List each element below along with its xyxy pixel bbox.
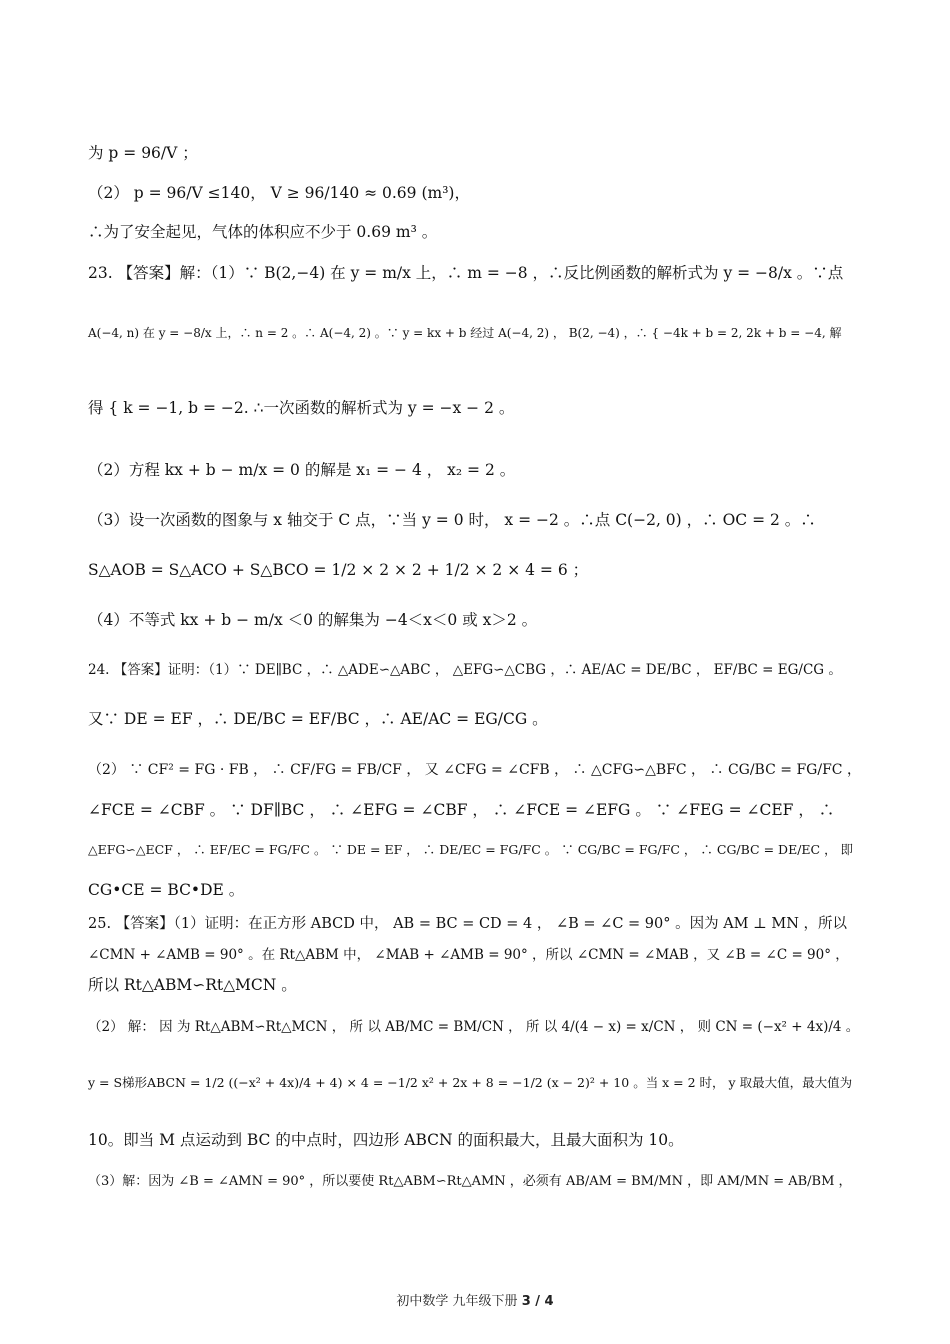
- text-line: （2） 解： 因 为 Rt△ABM∽Rt△MCN ， 所 以 AB/MC = BM/CN ， 所 以 4/(4 − x) = x/CN ， 则 CN = (−x² + 4x)/4 。: [88, 1019, 860, 1035]
- text-line: 又∵ DE = EF ，∴ DE/BC = EF/BC ，∴ AE/AC = EG/CG 。: [88, 710, 548, 728]
- text-line: （2） ∵ CF² = FG · FB ， ∴ CF/FG = FB/CF ， 又 ∠CFG = ∠CFB ， ∴ △CFG∽△BFC ， ∴ CG/BC = FG/FC ，: [88, 762, 861, 778]
- page-number: 3 / 4: [521, 1294, 554, 1309]
- text-line: （3）解：因为 ∠B = ∠AMN = 90° ，所以要使 Rt△ABM∽Rt△AMN ，必须有 AB/AM = BM/MN ，即 AM/MN = AB/BM ，: [88, 1174, 852, 1189]
- text-line: y = S梯形ABCN = 1/2 ((−x² + 4x)/4 + 4) × 4 = −1/2 x² + 2x + 8 = −1/2 (x − 2)² + 10 。当 x = 2 时， y 取最大值，最大值为: [88, 1075, 853, 1090]
- text-line: （3）设一次函数的图象与 x 轴交于 C 点，∵当 y = 0 时， x = −2 。∴点 C(−2, 0) ，∴ OC = 2 。∴: [88, 511, 816, 529]
- question-23-line: 23. 【答案】解：（1）∵ B(2,−4) 在 y = m/x 上，∴ m = −8 ，∴反比例函数的解析式为 y = −8/x 。∵点: [88, 264, 844, 282]
- footer-title: 初中数学 九年级下册: [396, 1294, 522, 1309]
- text-line: ∠CMN + ∠AMB = 90° 。在 Rt△ABM 中， ∠MAB + ∠AMB = 90° ，所以 ∠CMN = ∠MAB ，又 ∠B = ∠C = 90° ，: [88, 947, 849, 963]
- text-line: S△AOB = S△ACO + S△BCO = 1/2 × 2 × 2 + 1/2 × 2 × 4 = 6 ；: [88, 561, 589, 579]
- text-line: △EFG∽△ECF ， ∴ EF/EC = FG/FC 。 ∵ DE = EF ， ∴ DE/EC = FG/FC 。 ∵ CG/BC = FG/FC ， ∴ CG/BC = DE/EC ， 即: [88, 842, 854, 857]
- text-line: 所以 Rt△ABM∽Rt△MCN 。: [88, 976, 297, 994]
- text-line: A(−4, n) 在 y = −8/x 上，∴ n = 2 。∴ A(−4, 2) 。∵ y = kx + b 经过 A(−4, 2) ， B(2, −4) ，∴ { −4k + b = 2, 2k + b = −4, 解: [88, 326, 842, 340]
- question-25-line: 25. 【答案】（1）证明：在正方形 ABCD 中， AB = BC = CD = 4 ， ∠B = ∠C = 90° 。因为 AM ⊥ MN ，所以: [88, 916, 848, 932]
- page-footer: [0, 1290, 950, 1309]
- text-line: 为 p = 96/V ；: [88, 144, 198, 162]
- text-line: 10。即当 M 点运动到 BC 的中点时，四边形 ABCN 的面积最大，且最大面积为 10。: [88, 1131, 684, 1149]
- text-line: ∴为了安全起见，气体的体积应不少于 0.69 m³ 。: [88, 223, 438, 241]
- text-line: （2）方程 kx + b − m/x = 0 的解是 x₁ = − 4 ， x₂ = 2 。: [88, 461, 516, 479]
- answer-page: [88, 0, 868, 1344]
- text-line: （2） p = 96/V ≤140， V ≥ 96/140 ≈ 0.69 (m³)，: [88, 184, 470, 202]
- text-line: ∠FCE = ∠CBF 。 ∵ DF∥BC ， ∴ ∠EFG = ∠CBF ， ∴ ∠FCE = ∠EFG 。 ∵ ∠FEG = ∠CEF ， ∴: [88, 801, 835, 819]
- text-line: （4）不等式 kx + b − m/x ＜0 的解集为 −4＜x＜0 或 x＞2 。: [88, 611, 538, 629]
- question-24-line: 24. 【答案】证明：（1）∵ DE∥BC ，∴ △ADE∽△ABC ， △EFG∽△CBG ，∴ AE/AC = DE/BC ， EF/BC = EG/CG 。: [88, 662, 842, 678]
- text-line: CG•CE = BC•DE 。: [88, 881, 245, 899]
- text-line: 得 { k = −1, b = −2. ∴一次函数的解析式为 y = −x − 2 。: [88, 399, 515, 417]
